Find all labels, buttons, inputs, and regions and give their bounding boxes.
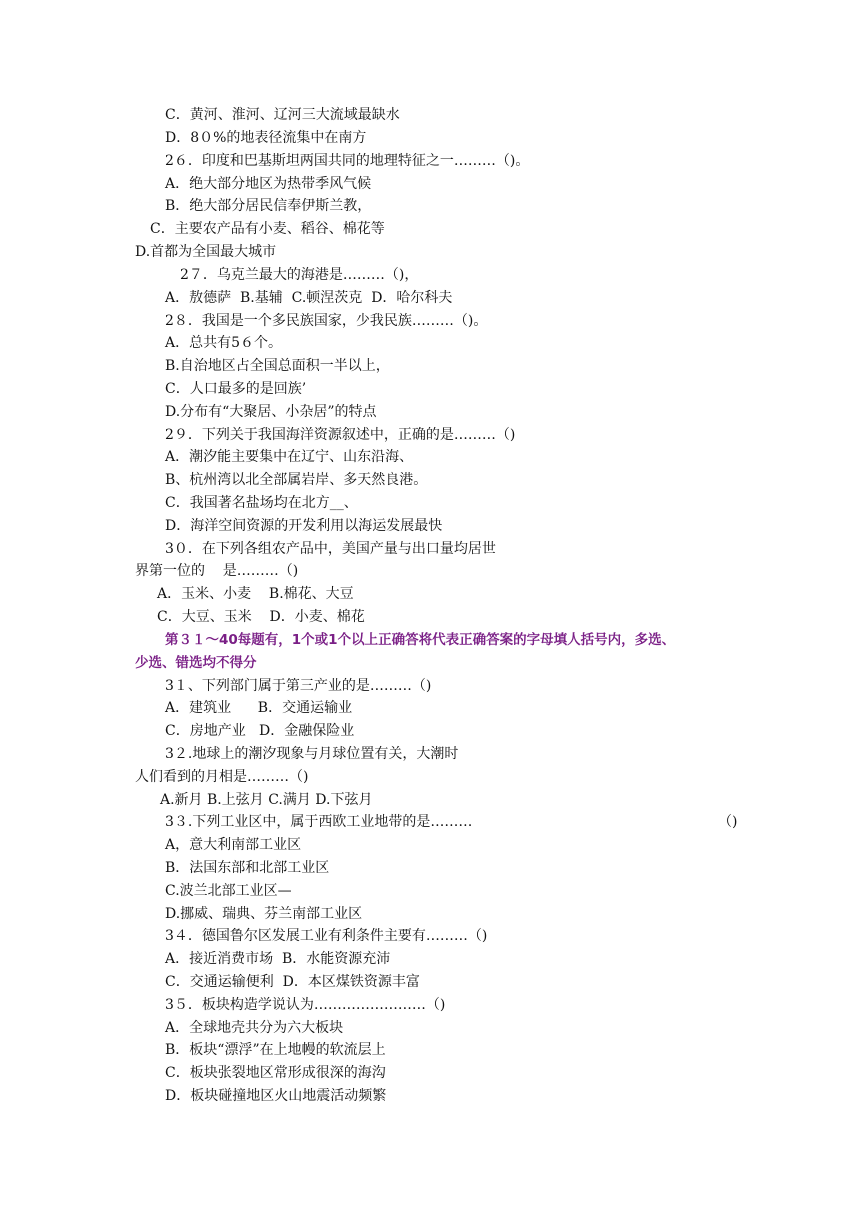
q26-option-b: B．绝大部分居民信奉伊斯兰教，: [165, 198, 372, 214]
question-35: 3５．板块构造学说认为……………………（): [165, 997, 446, 1013]
q25-option-d: D．8０%的地表径流集中在南方: [165, 130, 367, 146]
q31-options-cd: C．房地产业 D．金融保险业: [165, 723, 355, 739]
question-33: 3３.下列工业区中，属于西欧工业地带的是………: [165, 814, 473, 830]
q27-options: A．敖德萨 B.基辅 C.顿涅茨克 D．哈尔科夫: [165, 290, 453, 306]
question-32: 3２.地球上的潮汐现象与月球位置有关，大潮时: [165, 746, 459, 762]
question-33-bracket: （): [718, 814, 738, 830]
q26-option-d: D.首都为全国最大城市: [135, 244, 277, 260]
q35-option-b: B．板块“漂浮”在上地幔的软流层上: [165, 1042, 386, 1058]
question-31: 3１、下列部门属于第三产业的是………（): [165, 678, 432, 694]
question-29: 2９．下列关于我国海洋资源叙述中，正确的是………（): [165, 427, 516, 443]
q28-option-a: A．总共有5６个。: [165, 335, 283, 351]
question-30: 3０．在下列各组农产品中，美国产量与出口量均居世: [165, 541, 496, 557]
q28-option-d: D.分布有“大聚居、小杂居”的特点: [165, 404, 377, 420]
question-34: 3４．德国鲁尔区发展工业有利条件主要有………（): [165, 928, 488, 944]
q28-option-b: B.自治地区占全国总面积一半以上，: [165, 358, 390, 374]
q33-option-d: D.挪威、瑞典、芬兰南部工业区: [165, 906, 363, 922]
q26-option-c: C．主要农产品有小麦、稻谷、棉花等: [150, 221, 385, 237]
q29-option-b: B、杭州湾以北全部属岩岸、多天然良港。: [165, 472, 428, 488]
q29-option-a: A．潮汐能主要集中在辽宁、山东沿海、: [165, 449, 414, 465]
q25-option-c: C．黄河、淮河、辽河三大流域最缺水: [165, 107, 400, 123]
q33-option-a: A，意大利南部工业区: [165, 837, 302, 853]
q30-options-cd: C．大豆、玉米 D．小麦、棉花: [157, 609, 365, 625]
q33-option-b: B．法国东部和北部工业区: [165, 860, 330, 876]
section-instruction-cont: 少选、错选均不得分: [135, 655, 257, 671]
question-32-cont: 人们看到的月相是………（): [135, 769, 309, 785]
q35-option-d: D．板块碰撞地区火山地震活动频繁: [165, 1088, 387, 1104]
q35-option-a: A．全球地壳共分为六大板块: [165, 1020, 344, 1036]
q26-option-a: A．绝大部分地区为热带季风气候: [165, 176, 372, 192]
section-instruction: 第３１～40每题有，1个或1个以上正确答将代表正确答案的字母填人括号内，多选、: [165, 632, 676, 648]
q35-option-c: C．板块张裂地区常形成很深的海沟: [165, 1065, 386, 1081]
q29-option-c: C．我国著名盐场均在北方__、: [165, 495, 358, 511]
q33-option-c: C.波兰北部工业区—: [165, 883, 292, 899]
question-27: 2７．乌克兰最大的海港是………（)，: [180, 267, 419, 283]
question-30-cont: 界第一位的 是………（): [135, 563, 299, 579]
question-26: 2６．印度和巴基斯坦两国共同的地理特征之一………（)。: [165, 153, 530, 169]
q29-option-d: D．海洋空间资源的开发利用以海运发展最快: [165, 518, 443, 534]
q34-options-ab: A．接近消费市场 B．水能资源充沛: [165, 951, 391, 967]
q32-options: A.新月 B.上弦月 C.满月 D.下弦月: [160, 792, 373, 808]
q28-option-c: C．人口最多的是回族’: [165, 381, 307, 397]
q30-options-ab: A．玉米、小麦 B.棉花、大豆: [157, 586, 354, 602]
question-28: 2８．我国是一个多民族国家，少我民族………（)。: [165, 313, 488, 329]
q31-options-ab: A．建筑业 B．交通运输业: [165, 700, 353, 716]
q34-options-cd: C．交通运输便利 D．本区煤铁资源丰富: [165, 974, 420, 990]
